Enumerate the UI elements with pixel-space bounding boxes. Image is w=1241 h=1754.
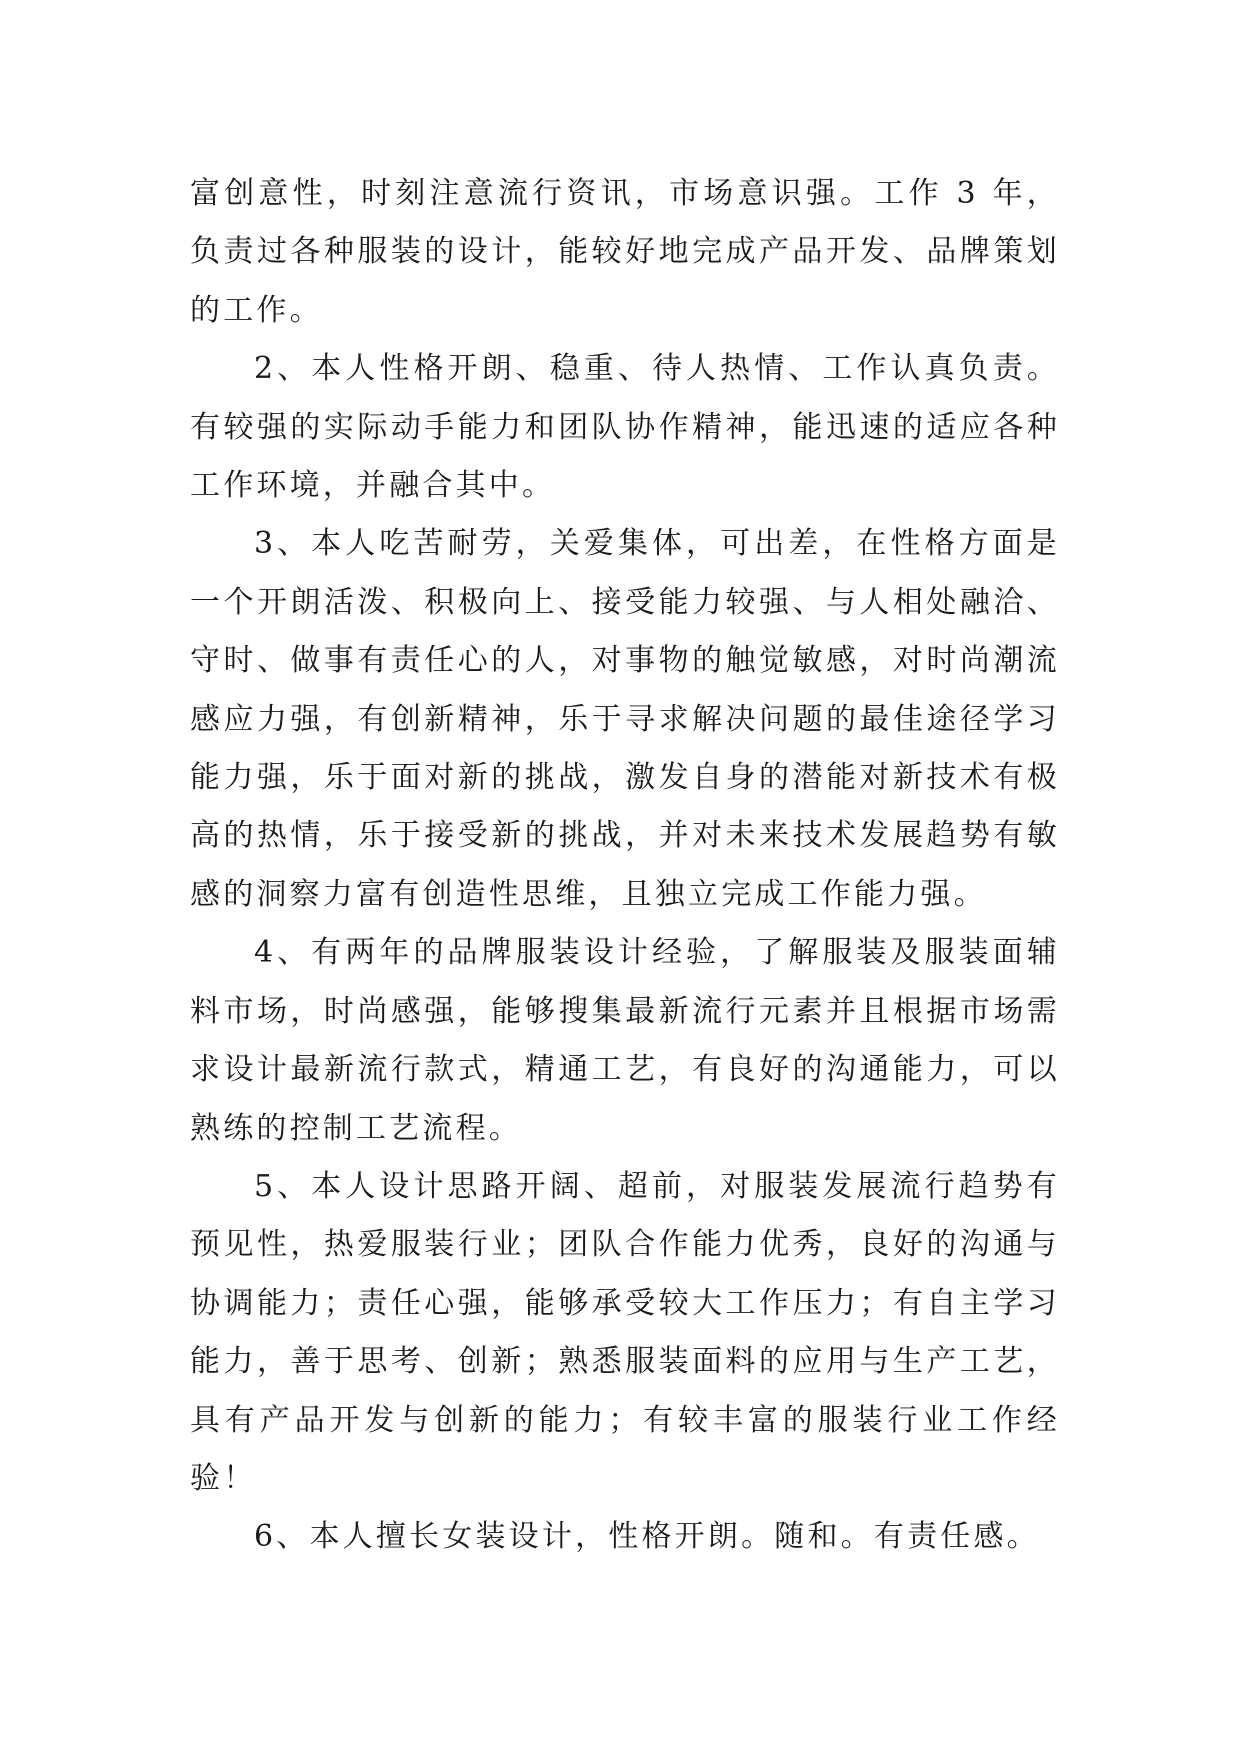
paragraph-1: 富创意性，时刻注意流行资讯，市场意识强。工作 3 年，负责过各种服装的设计，能较好地完成产品开发、品牌策划的工作。	[190, 176, 1060, 328]
body-text	[190, 165, 1060, 1567]
paragraph-6: 6、本人擅长女装设计，性格开朗。随和。有责任感。	[254, 1519, 1040, 1555]
paragraph-5: 5、本人设计思路开阔、超前，对服装发展流行趋势有预见性，热爱服装行业；团队合作能力优秀，良好的沟通与协调能力；责任心强，能够承受较大工作压力；有自主学习能力，善于思考、创新；熟悉服装面料的应用与生产工艺，具有产品开发与创新的能力；有较丰富的服装行业工作经验！	[190, 1168, 1060, 1496]
paragraph-2: 2、本人性格开朗、稳重、待人热情、工作认真负责。有较强的实际动手能力和团队协作精神，能迅速的适应各种工作环境，并融合其中。	[190, 351, 1060, 504]
paragraph-3: 3、本人吃苦耐劳，关爱集体，可出差，在性格方面是一个开朗活泼、积极向上、接受能力较强、与人相处融洽、守时、做事有责任心的人，对事物的触觉敏感，对时尚潮流感应力强，有创新精神，乐于寻求解决问题的最佳途径学习能力强，乐于面对新的挑战，激发自身的潜能对新技术有极高的热情，乐于接受新的挑战，并对未来技术发展趋势有敏感的洞察力富有创造性思维，且独立完成工作能力强。	[190, 526, 1060, 912]
paragraph-4: 4、有两年的品牌服装设计经验，了解服装及服装面辅料市场，时尚感强，能够搜集最新流行元素并且根据市场需求设计最新流行款式，精通工艺，有良好的沟通能力，可以熟练的控制工艺流程。	[190, 935, 1060, 1146]
